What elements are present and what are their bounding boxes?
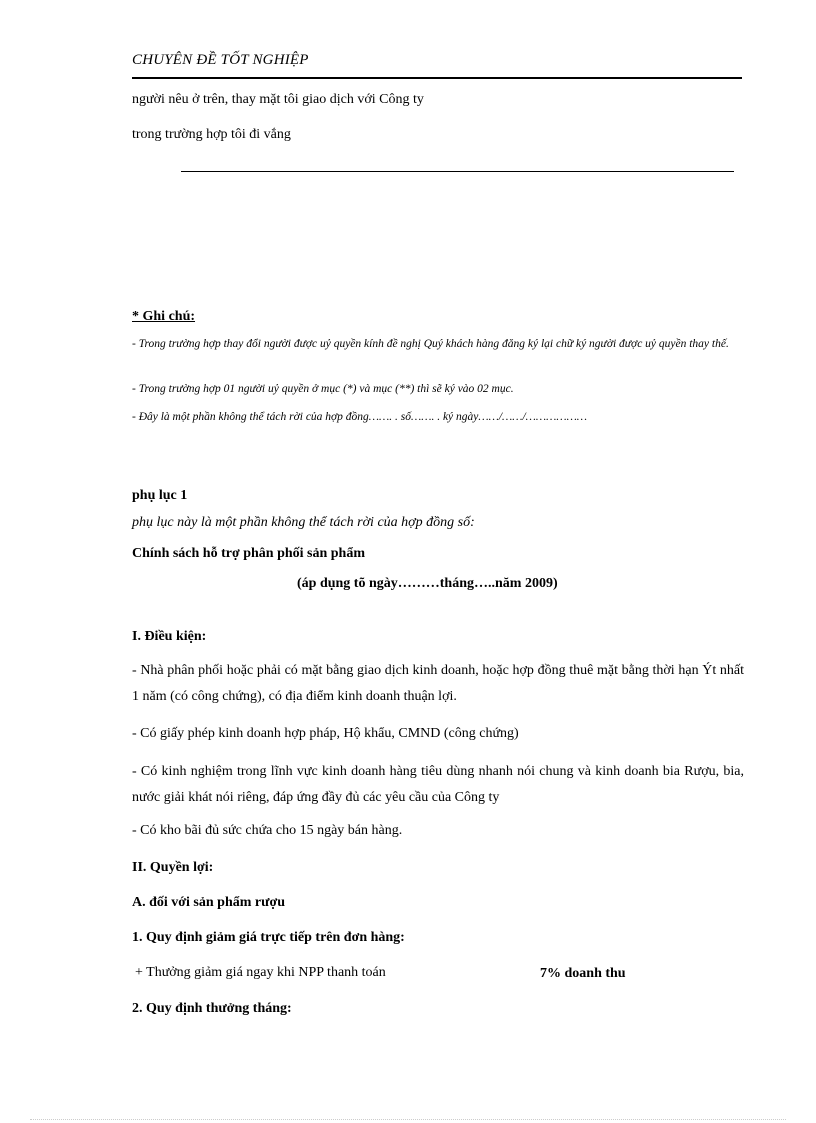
page-header-title: CHUYÊN ĐỀ TỐT NGHIỆP — [132, 52, 309, 68]
policy-applied-date: (áp dụng tõ ngày………tháng…..năm 2009) — [297, 576, 558, 591]
conditions-heading: I. Điều kiện: — [132, 629, 207, 644]
condition-item-4: - Có kho bãi đủ sức chứa cho 15 ngày bán hàng. — [132, 823, 403, 838]
condition-item-3: - Có kinh nghiệm trong lĩnh vực kinh doanh hàng tiêu dùng nhanh nói chung và kinh doanh bia Rượu, bia, nước giải khát nói riêng, đáp ứng đầy đủ các yêu cầu của Công ty — [132, 764, 744, 805]
discount-rule-value: 7% doanh thu — [540, 966, 626, 981]
discount-rule-line: + Thưởng giảm giá ngay khi NPP thanh toán — [135, 965, 386, 980]
notes-heading: * Ghi chú: — [132, 309, 196, 324]
monthly-bonus-heading: 2. Quy định thưởng tháng: — [132, 1001, 292, 1016]
header-divider — [132, 77, 742, 79]
benefits-heading: II. Quyền lợi: — [132, 860, 214, 875]
condition-item-1: - Nhà phân phối hoặc phải có mặt bằng giao dịch kinh doanh, hoặc hợp đồng thuê mặt bằng thời hạn Ýt nhất 1 năm (có công chứng), có địa điểm kinh doanh thuận lợi. — [132, 663, 744, 704]
signature-line — [181, 171, 734, 172]
appendix-label: phụ lục 1 — [132, 488, 188, 503]
appendix-subtitle: phụ lục này là một phần không thể tách rời của hợp đồng số: — [132, 515, 475, 530]
condition-item-2: - Có giấy phép kinh doanh hợp pháp, Hộ khẩu, CMND (công chứng) — [132, 726, 519, 741]
page-bottom-border — [30, 1119, 786, 1120]
discount-rule-heading: 1. Quy định giảm giá trực tiếp trên đơn hàng: — [132, 930, 405, 945]
intro-line-2: trong trường hợp tôi đi vắng — [132, 127, 291, 142]
note-item-3: - Đây là một phần không thể tách rời của hợp đồng……. . số……. . ký ngày……/……/……………… — [132, 411, 588, 423]
note-item-1: - Trong trường hợp thay đổi người được uỷ quyền kính đề nghị Quý khách hàng đăng ký lại chữ ký người được uỷ quyền thay thế. — [132, 338, 729, 350]
intro-line-1: người nêu ở trên, thay mặt tôi giao dịch với Công ty — [132, 92, 424, 107]
policy-title: Chính sách hỗ trợ phân phối sản phẩm — [132, 546, 366, 561]
note-item-2: - Trong trường hợp 01 người uỷ quyền ở mục (*) và mục (**) thì sẽ ký vào 02 mục. — [132, 383, 514, 395]
section-a-heading: A. đối với sản phẩm rượu — [132, 895, 286, 910]
